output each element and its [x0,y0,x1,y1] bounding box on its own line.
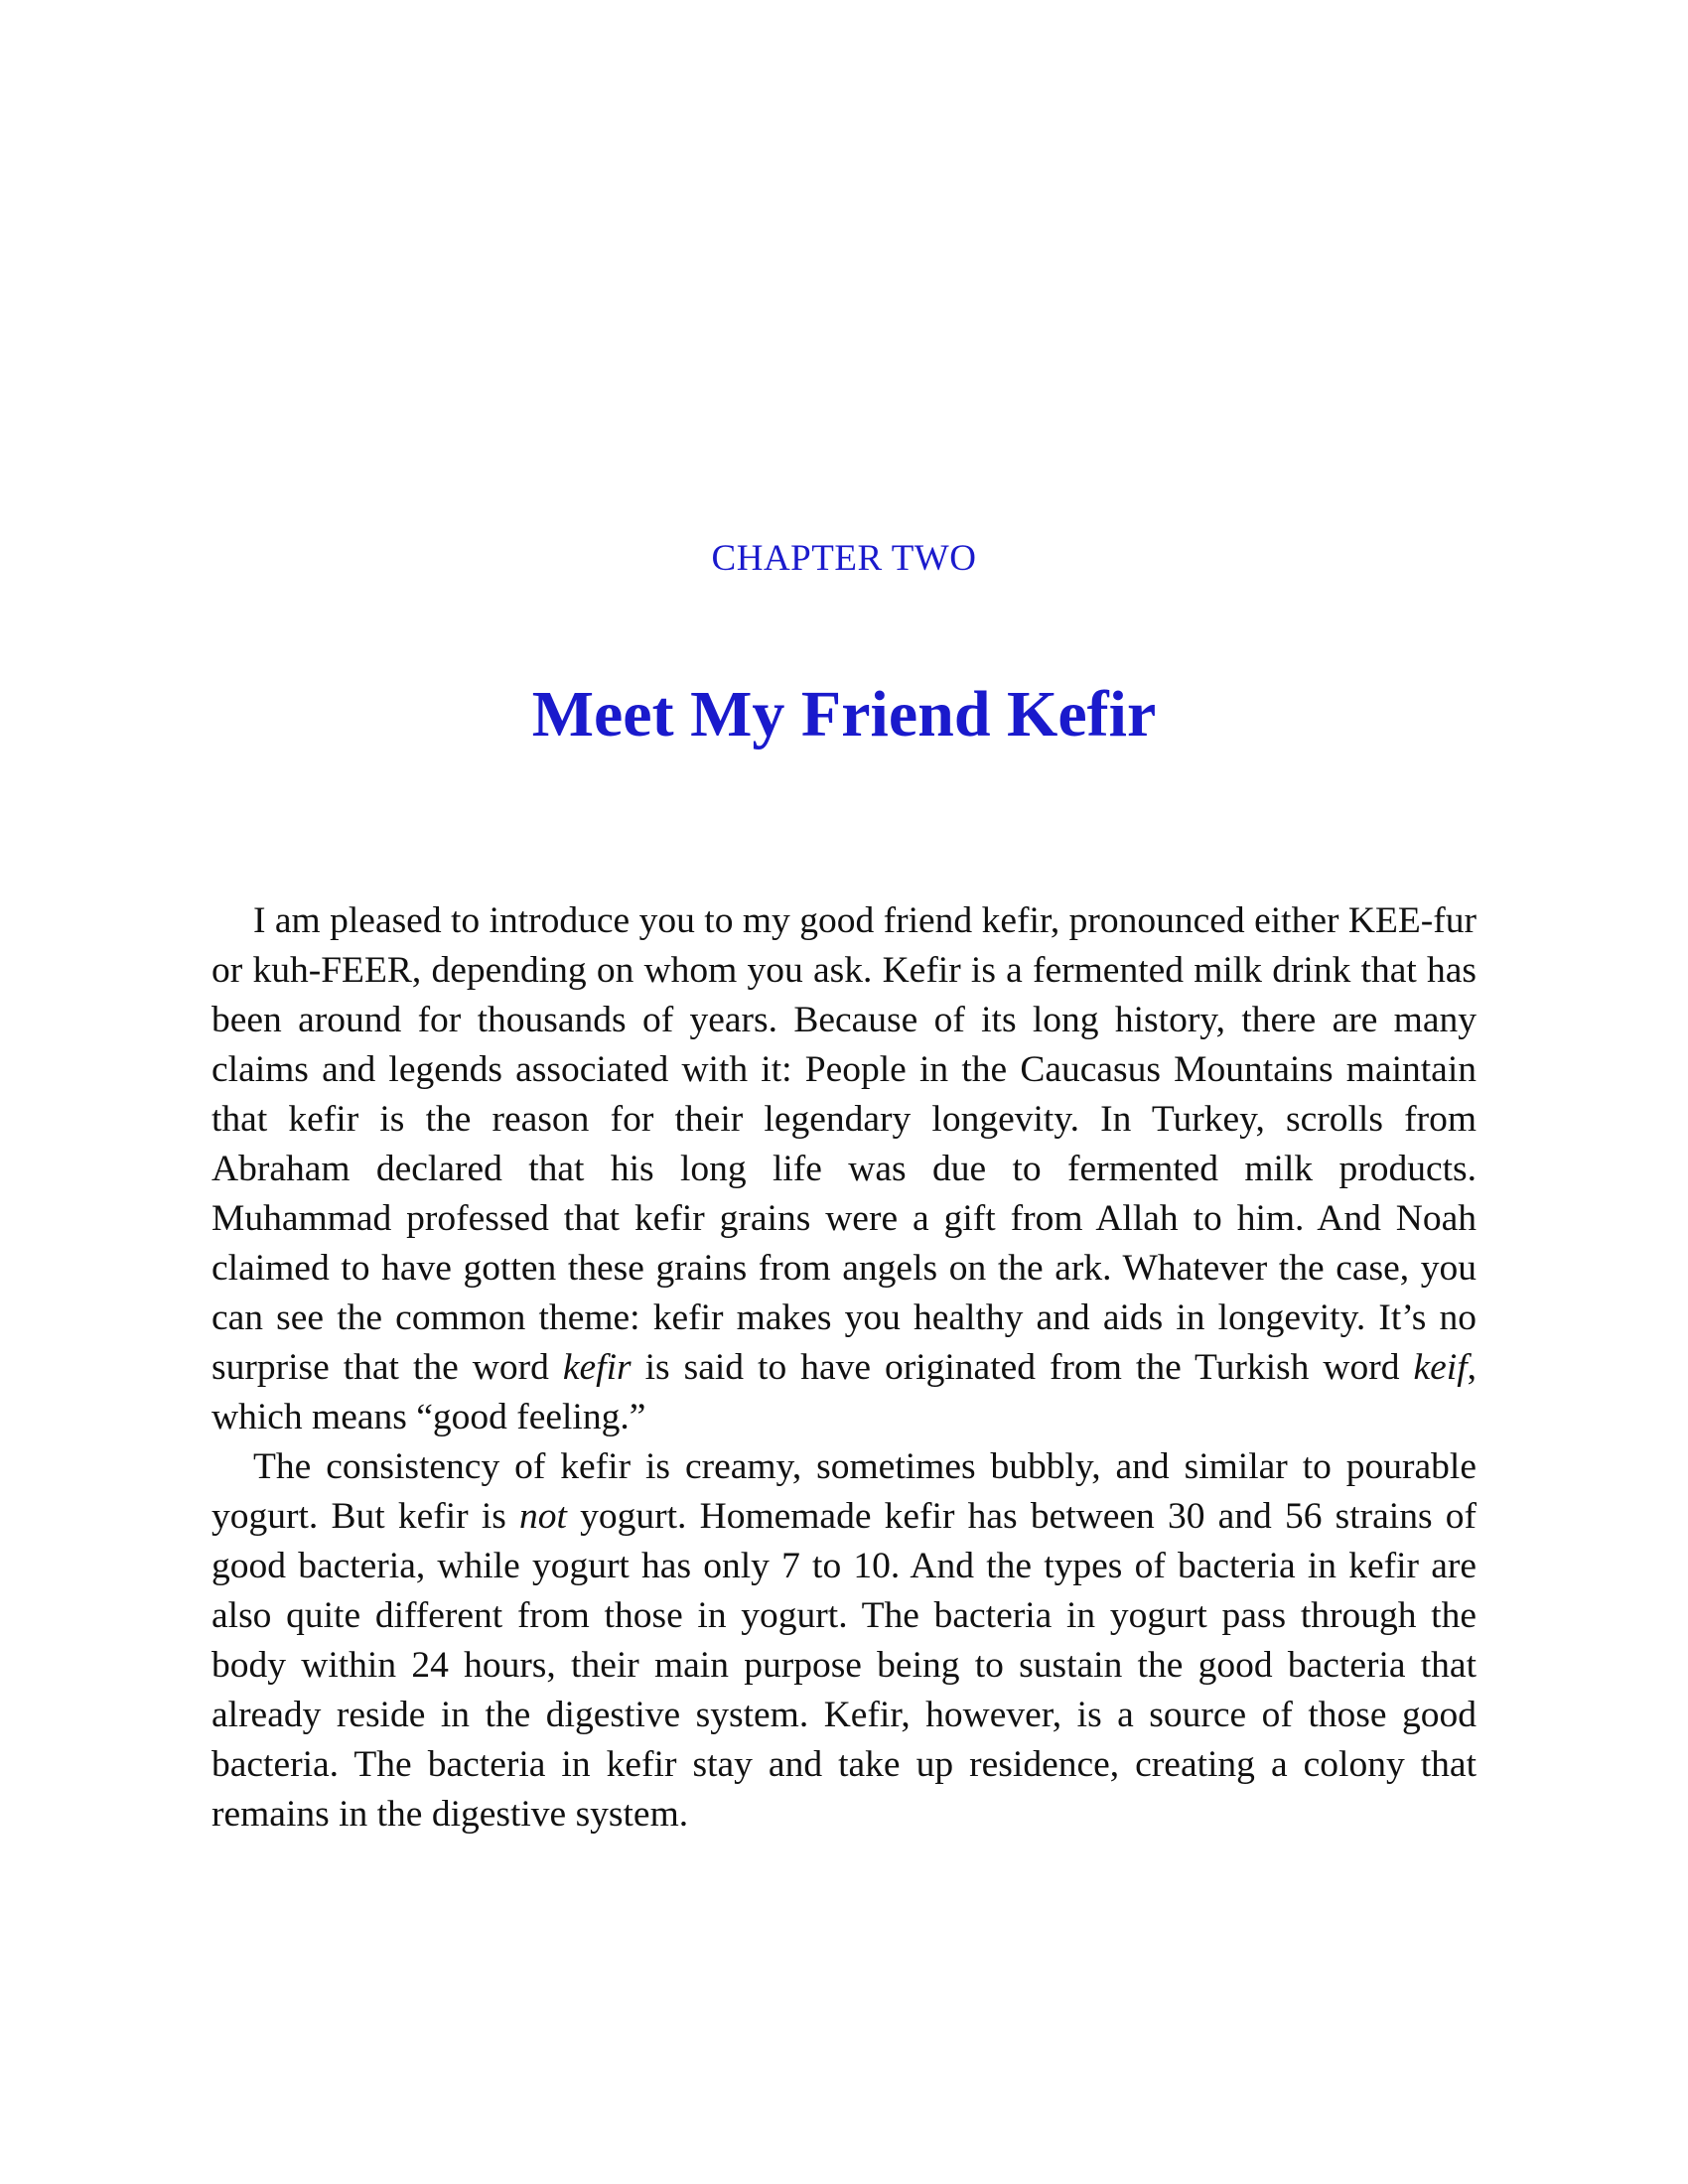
paragraph-2-text-a: The consistency of kefir is creamy, sometimes bubbly, and similar to pourable yogurt. But kefir is [211,1446,1477,1537]
chapter-number: CHAPTER TWO [711,538,977,579]
chapter-body [211,896,1477,1840]
paragraph-2-italic-not: not [519,1496,567,1537]
paragraph-1-italic-kefir: kefir [562,1347,632,1388]
paragraph-1-italic-keif: keif [1413,1347,1468,1388]
paragraph-2-text-b: yogurt. Homemade kefir has between 30 and 56 strains of good bacteria, while yogurt has only 7 to 10. And the types of bacteria in kefir are also quite different from those in yogurt. The bacteria in yogurt pass through the body within 24 hours, their main purpose being to sustain the good bacteria that already reside in the digestive system. Kefir, however, is a source of those good bacteria. The bacteria in kefir stay and take up residence, creating a colony that remains in the digestive system. [211,1496,1477,1835]
paragraph-1-text-c: , which means “good feeling.” [211,1347,1477,1437]
paragraph-1-text-a: I am pleased to introduce you to my good friend kefir, pronounced either KEE-fur or kuh-FEER, depending on whom you ask. Kefir is a fermented milk drink that has been around for thousands of years. Because of its long history, there are many claims and legends associated with it: People in the Caucasus Mountains maintain that kefir is the reason for their legendary longevity. In Turkey, scrolls from Abraham declared that his long life was due to fermented milk products. Muhammad professed that kefir grains were a gift from Allah to him. And Noah claimed to have gotten these grains from angels on the ark. Whatever the case, you can see the common theme: kefir makes you healthy and aids in longevity. It’s no surprise that the word [211,900,1477,1388]
paragraph-2 [211,1442,1477,1840]
chapter-title: Meet My Friend Kefir [531,678,1157,751]
paragraph-1-text-b: is said to have originated from the Turkish word [631,1347,1414,1388]
paragraph-1 [211,896,1477,1442]
